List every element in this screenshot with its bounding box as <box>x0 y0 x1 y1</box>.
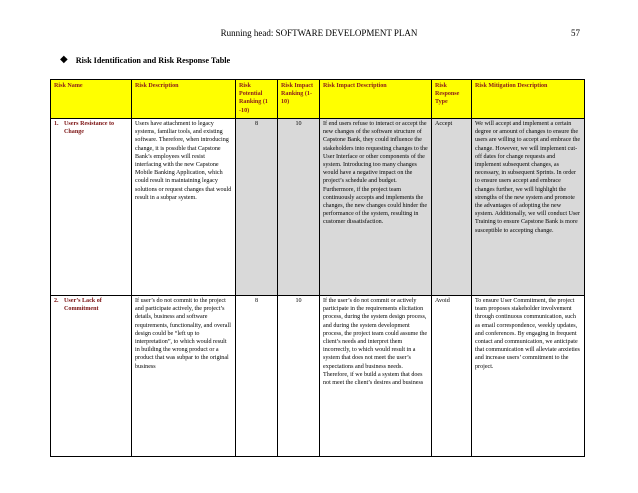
column-header-impact-description: Risk Impact Description <box>320 80 432 119</box>
impact-ranking-cell: 10 <box>278 119 320 296</box>
potential-ranking-cell: 8 <box>236 119 278 296</box>
risk-name: User’s Lack of Commitment <box>64 298 102 313</box>
risk-description-cell: Users have attachment to legacy systems, familiar tools, and existing software. Therefore, when introducing change, it is possible that Capstone Bank’s employees will resist interfacing with the new Capstone Mobile Banking Application, which could result in maintaining legacy solutions or request changes that would result in a subpar system. <box>132 119 236 296</box>
impact-description-cell: If end users refuse to interact or accept the new changes of the software structure of Capstone Bank, they could influence the stakeholders into requesting changes to the User Interface or other components of the system. Introducing too many changes would have a negative impact on the project’s schedule and budget. Furthermore, if the project team continuously accepts and implements the changes, the new changes could hinder the performance of the system, resulting in customer dissatisfaction. <box>320 119 432 296</box>
impact-description-cell: If the user’s do not commit or actively participate in the requirements elicitation process, during the system design process, and during the system development process, the project team could assume the client’s needs and interpret them incorrectly, to which would result in a system that does not meet the user’s expectations and business needs. Therefore, if we build a system that does not meet the client’s desires and business <box>320 296 432 457</box>
risk-name: Users Resistance to Change <box>64 121 115 136</box>
table-row <box>51 119 585 296</box>
response-type-cell: Avoid <box>432 296 472 457</box>
impact-ranking-cell: 10 <box>278 296 320 457</box>
diamond-bullet-icon: ◆ <box>60 54 68 65</box>
section-heading <box>60 55 230 65</box>
table-header-row <box>51 80 585 119</box>
running-head-title: Running head: SOFTWARE DEVELOPMENT PLAN <box>220 28 418 38</box>
table-row <box>51 296 585 457</box>
column-header-response-type: Risk Response Type <box>432 80 472 119</box>
mitigation-description-cell: To ensure User Commitment, the project team proposes stakeholder involvement through continuous communication, such as email correspondence, weekly updates, and conferences. By engaging in frequent contact and communication, we anticipate that communication will alleviate anxieties and increase users’ commitment to the project. <box>472 296 585 457</box>
column-header-impact-ranking: Risk Impact Ranking (1-10) <box>278 80 320 119</box>
response-type-cell: Accept <box>432 119 472 296</box>
risk-description-cell: If user’s do not commit to the project and participate actively, the project’s details, business and software requirements, functionality, and overall design could be “left up to interpretation”, to which would result in building the wrong product or a product that was subpar to the original business <box>132 296 236 457</box>
page-number: 57 <box>571 28 580 38</box>
risk-name-cell <box>51 296 132 457</box>
risk-number: 2. <box>54 298 59 304</box>
column-header-mitigation-description: Risk Mitigation Description <box>472 80 585 119</box>
risk-number: 1. <box>54 121 59 127</box>
column-header-risk-name: Risk Name <box>51 80 132 119</box>
section-title: Risk Identification and Risk Response Table <box>75 55 231 65</box>
risk-name-cell <box>51 119 132 296</box>
risk-table <box>50 79 585 457</box>
running-header <box>0 28 638 42</box>
potential-ranking-cell: 8 <box>236 296 278 457</box>
column-header-potential-ranking: Risk Potential Ranking (1 -10) <box>236 80 278 119</box>
mitigation-description-cell: We will accept and implement a certain degree or amount of changes to ensure the users are willing to accept and embrace the change. However, we will implement cut-off dates for change requests and implement subsequent changes, as necessary, in subsequent Sprints. In order to ensure users accept and embrace changes further, we will highlight the strengths of the new system and promote the advantages of adopting the new system. Additionally, we will conduct User Training to ensure Capstone Bank is more susceptible to accepting change. <box>472 119 585 296</box>
column-header-risk-description: Risk Description <box>132 80 236 119</box>
